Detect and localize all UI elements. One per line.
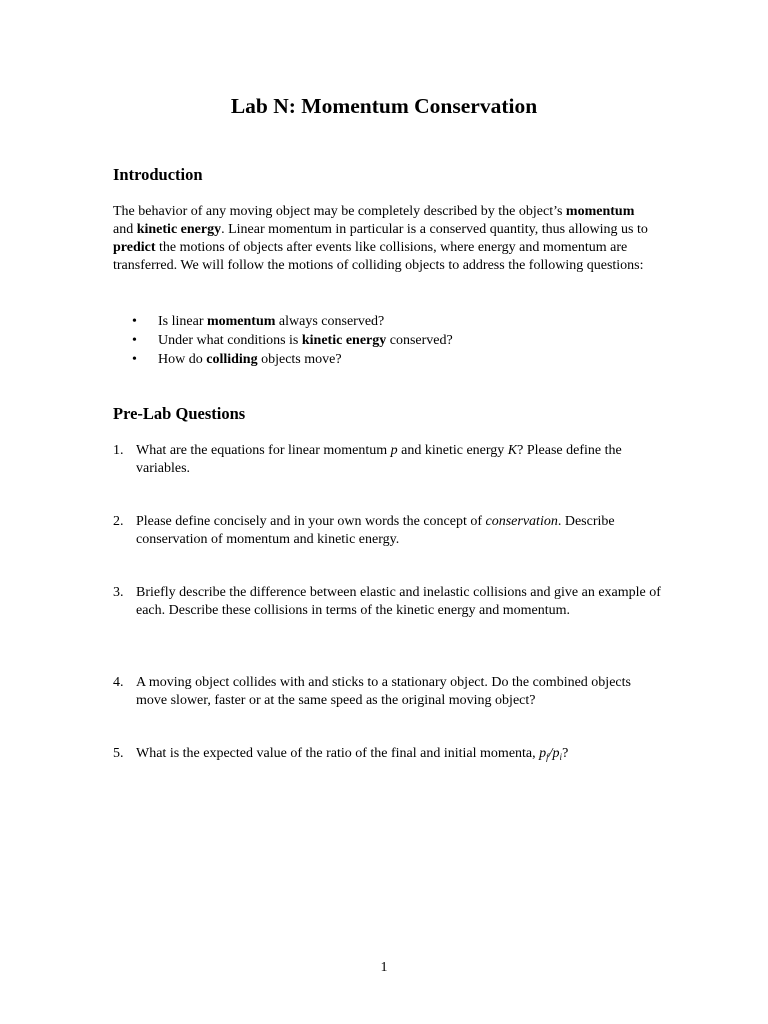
italic-text: f [546,752,549,762]
bullet-item [113,312,658,331]
text-run: ? [562,746,569,761]
bold-text: kinetic energy [136,222,222,238]
question-number: 5. [113,746,124,761]
question-item [113,745,661,763]
italic-text: p [390,443,398,458]
bullet-item [113,331,658,350]
bullet-icon: • [132,352,137,367]
bullet-icon: • [132,314,137,329]
bold-text: predict [113,240,156,256]
text-run: Please define concisely and in your own words the concept of [136,514,486,529]
text-run: Under what conditions is [158,333,302,348]
bullet-text [158,352,342,367]
bold-text: momentum [565,204,635,219]
italic-text: p [552,746,560,761]
text-run: A moving object collides with and sticks to a stationary object. Do the combined objects move slower, faster or at the same speed as the original moving object? [136,675,631,709]
page-title: Lab N: Momentum Conservation [230,94,538,118]
italic-text: i [559,752,563,762]
bullet-icon: • [132,333,137,348]
question-item [113,513,661,549]
text-run: conserved? [386,333,453,348]
question-item [113,674,661,710]
question-text [136,584,661,620]
question-number: 4. [113,675,124,690]
question-text [136,674,661,710]
text-run: and [113,222,137,238]
introduction-heading: Introduction [113,165,203,184]
bullet-item [113,350,658,369]
question-number: 2. [113,514,124,529]
italic-text: / [548,746,553,761]
question-text [136,745,661,763]
question-bullet-list [113,312,658,369]
bold-text: colliding [206,352,258,367]
text-run: How do [158,352,207,367]
text-run: . Linear momentum in particular is a conserved quantity, thus allowing us to [221,222,648,238]
text-run: The behavior of any moving object may be completely described by the object’s [113,204,566,219]
italic-text: K [507,443,518,458]
text-run: What is the expected value of the ratio of the final and initial momenta, [136,746,540,761]
text-run: What are the equations for linear momentum [136,443,391,458]
italic-text: conservation [485,514,558,529]
bullet-text [158,333,453,348]
bold-text: kinetic energy [301,333,387,348]
italic-text: p [539,746,547,761]
text-run: the motions of objects after events like collisions, where energy and momentum are transferred. We will follow the motions of colliding objects to address the following questions: [113,240,644,274]
page-number: 1 [380,960,388,975]
question-number: 1. [113,443,124,458]
question-number: 3. [113,585,124,600]
text-run: . Describe conservation of momentum and kinetic energy. [136,514,615,548]
text-run: always conserved? [275,314,385,329]
text-run: objects move? [257,352,342,367]
text-run: and kinetic energy [397,443,508,458]
bullet-text [158,314,384,329]
question-text [136,442,661,478]
text-run: ? Please define the variables. [136,443,622,477]
text-run: Is linear [158,314,207,329]
question-item [113,584,661,620]
question-item [113,442,661,478]
text-run: Briefly describe the difference between elastic and inelastic collisions and give an example of each. Describe these collisions in terms of the kinetic energy and momentum. [136,585,661,619]
introduction-paragraph [113,203,658,275]
bold-text: momentum [206,314,276,329]
question-text [136,513,661,549]
prelab-heading: Pre-Lab Questions [113,404,246,423]
